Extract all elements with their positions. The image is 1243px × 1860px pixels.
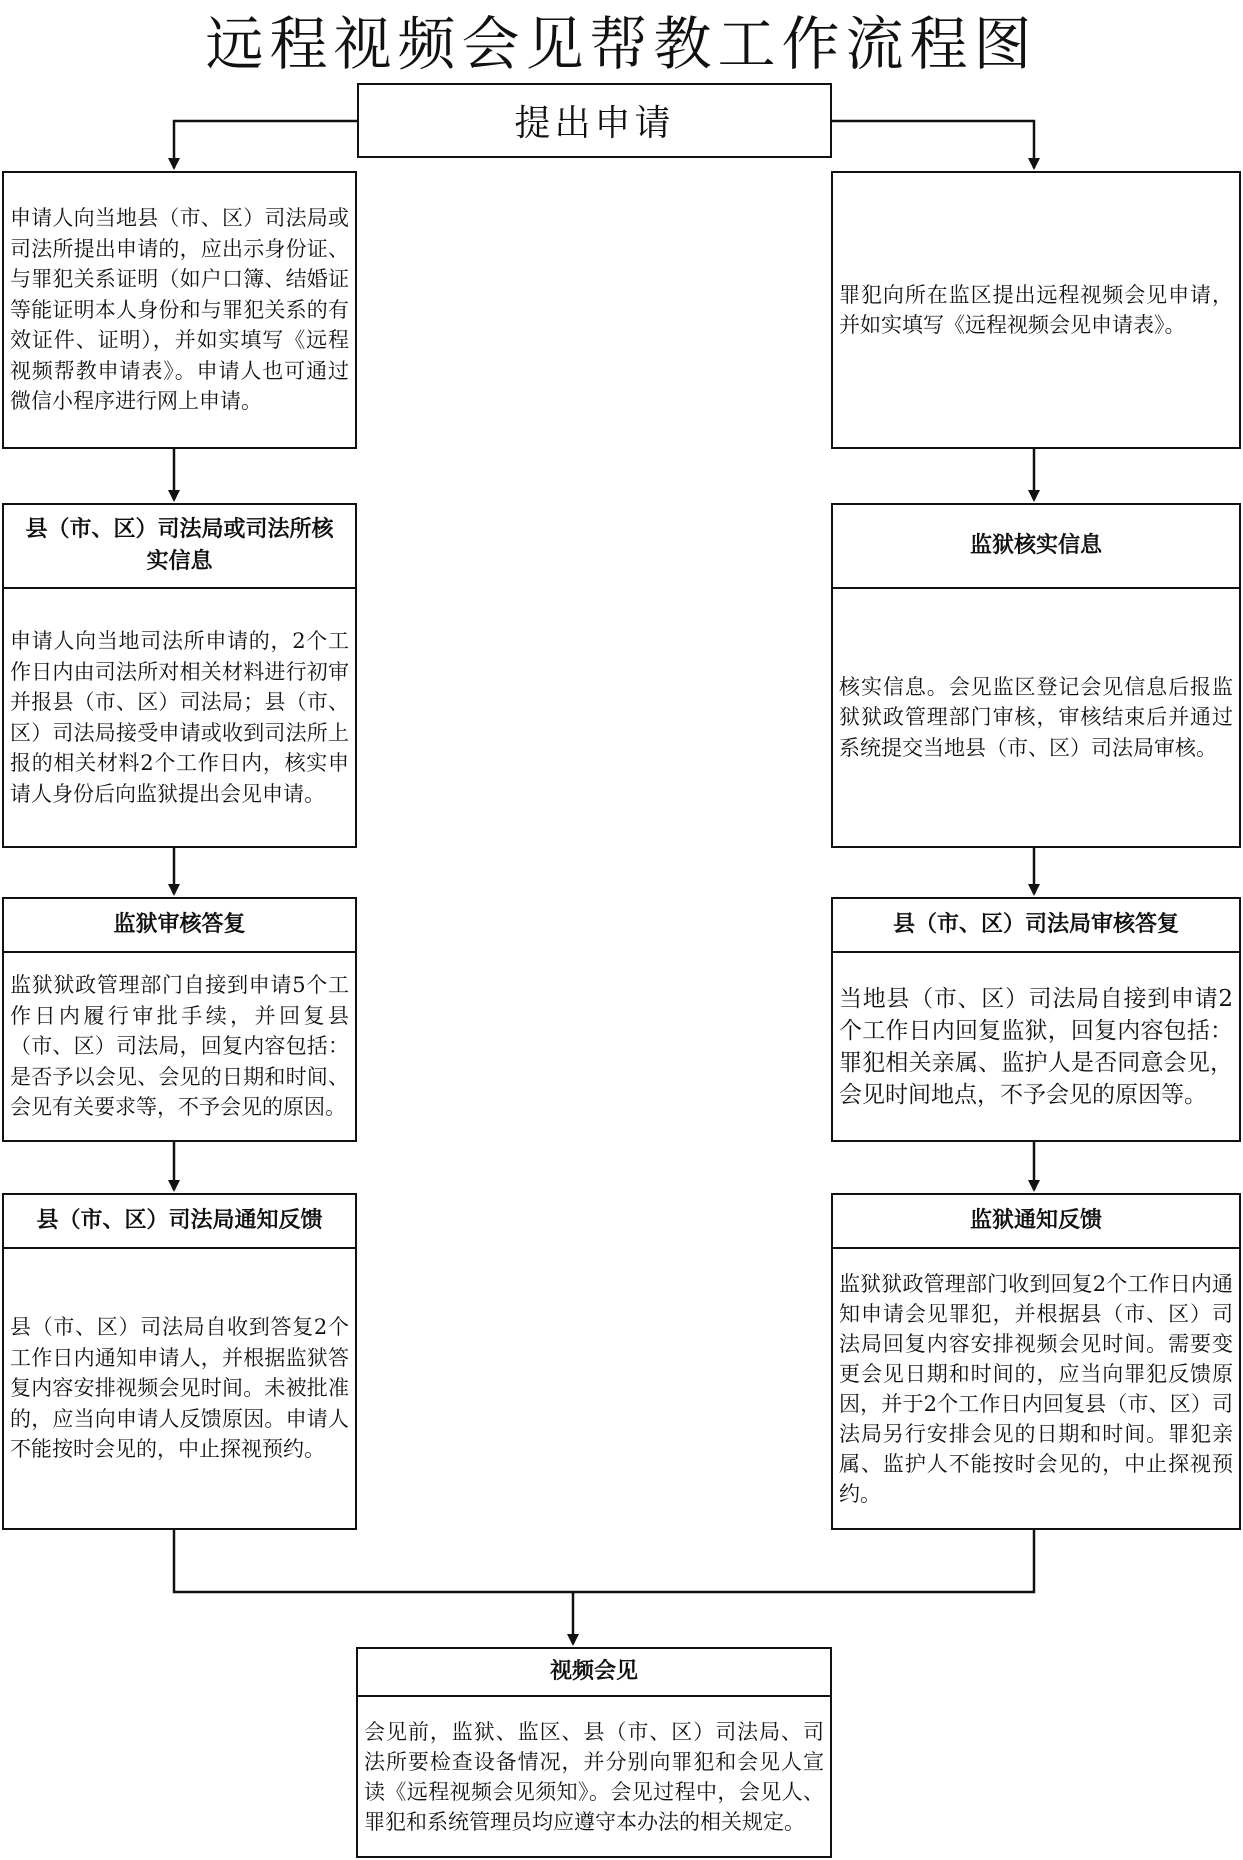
right-step3-head: 县（市、区）司法局审核答复 [831,897,1241,953]
left-step2-head: 县（市、区）司法局或司法所核实信息 [2,503,357,589]
right-step4-body: 监狱狱政管理部门收到回复2个工作日内通知申请会见罪犯，并根据县（市、区）司法局回复内容安排视频会见时间。需要变更会见日期和时间的，应当向罪犯反馈原因，并于2个工作日内回复县（市、区）司法局另行安排会见的日期和时间。罪犯亲属、监护人不能按时会见的，中止探视预约。 [831,1247,1241,1530]
end-body: 会见前，监狱、监区、县（市、区）司法局、司法所要检查设备情况，并分别向罪犯和会见人宣读《远程视频会见须知》。会见过程中，会见人、罪犯和系统管理员均应遵守本办法的相关规定。 [356,1695,832,1858]
right-step3-body: 当地县（市、区）司法局自接到申请2个工作日内回复监狱，回复内容包括：罪犯相关亲属、监护人是否同意会见，会见时间地点，不予会见的原因等。 [831,951,1241,1142]
right-step4-head: 监狱通知反馈 [831,1193,1241,1249]
end-head: 视频会见 [356,1647,832,1697]
start-node: 提出申请 [357,83,832,158]
connector-start-left [174,121,357,168]
left-step4-body: 县（市、区）司法局自收到答复2个工作日内通知申请人，并根据监狱答复内容安排视频会见时间。未被批准的，应当向申请人反馈原因。申请人不能按时会见的，中止探视预约。 [2,1247,357,1530]
right-step2-head: 监狱核实信息 [831,503,1241,589]
right-step2-body: 核实信息。会见监区登记会见信息后报监狱狱政管理部门审核，审核结束后并通过系统提交当地县（市、区）司法局审核。 [831,587,1241,848]
connector-start-right [832,121,1034,168]
connector-merge [174,1530,1034,1592]
left-step1-body: 申请人向当地县（市、区）司法局或司法所提出申请的，应出示身份证、与罪犯关系证明（如户口簿、结婚证等能证明本人身份和与罪犯关系的有效证件、证明），并如实填写《远程视频帮教申请表》。申请人也可通过微信小程序进行网上申请。 [2,171,357,449]
left-step4-head: 县（市、区）司法局通知反馈 [2,1193,357,1249]
page-title: 远程视频会见帮教工作流程图 [205,10,1038,78]
left-step3-body: 监狱狱政管理部门自接到申请5个工作日内履行审批手续，并回复县（市、区）司法局，回复内容包括：是否予以会见、会见的日期和时间、会见有关要求等，不予会见的原因。 [2,951,357,1142]
right-step1-body: 罪犯向所在监区提出远程视频会见申请，并如实填写《远程视频会见申请表》。 [831,171,1241,449]
left-step3-head: 监狱审核答复 [2,897,357,953]
left-step2-body: 申请人向当地司法所申请的，2个工作日内由司法所对相关材料进行初审并报县（市、区）司法局；县（市、区）司法局接受申请或收到司法所上报的相关材料2个工作日内，核实申请人身份后向监狱提出会见申请。 [2,587,357,848]
